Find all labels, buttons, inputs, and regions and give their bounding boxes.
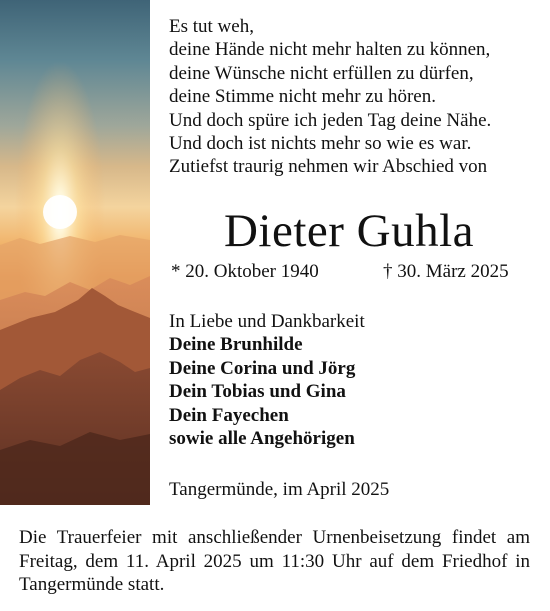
mourners-list (169, 333, 355, 451)
mourner-name: Deine Brunhilde (169, 334, 303, 355)
mourners-greeting: In Liebe und Dankbarkeit (169, 311, 365, 332)
mourner-name: Dein Tobias und Gina (169, 381, 346, 402)
sunset-mountains-photo (0, 0, 150, 505)
poem-line: deine Stimme nicht mehr zu hören. (169, 86, 436, 108)
poem-line: Und doch spüre ich jeden Tag deine Nähe. (169, 109, 492, 131)
poem-line: deine Hände nicht mehr halten zu können, (169, 39, 491, 61)
poem-line: deine Wünsche nicht erfüllen zu dürfen, (169, 62, 474, 84)
birth-date: * 20. Oktober 1940 (171, 261, 319, 282)
mourner-name: Deine Corina und Jörg (169, 357, 356, 379)
death-date: † 30. März 2025 (383, 261, 509, 282)
mourner-name: Dein Fayechen (169, 404, 289, 426)
deceased-name: Dieter Guhla (223, 205, 475, 257)
funeral-notice: Die Trauerfeier mit anschließender Urnenbeisetzung findet am Freitag, dem 11. April 2025 um 11:30 Uhr auf dem Friedhof in Tangermünde statt. (19, 527, 530, 595)
poem-line: Es tut weh, (169, 16, 254, 37)
sunset-mountains-icon (0, 0, 150, 505)
mourner-name: sowie alle Angehörigen (169, 428, 355, 449)
poem (169, 15, 491, 179)
poem-line: Und doch ist nichts mehr so wie es war. (169, 133, 472, 155)
poem-line: Zutiefst traurig nehmen wir Abschied von (169, 156, 488, 178)
place-date: Tangermünde, im April 2025 (169, 479, 390, 500)
